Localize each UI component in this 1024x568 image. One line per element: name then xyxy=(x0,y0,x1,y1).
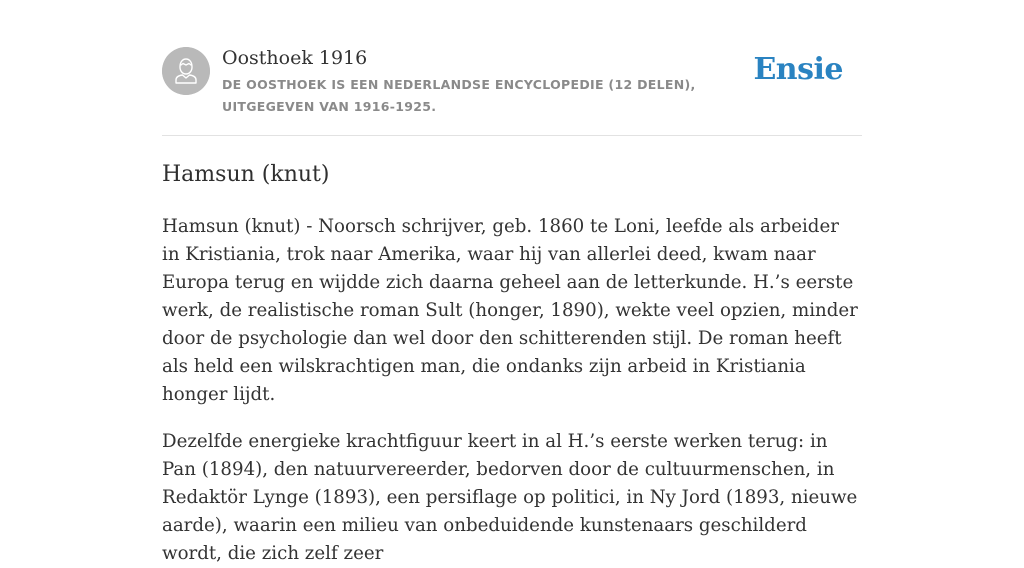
user-silhouette-icon xyxy=(162,47,210,95)
source-info xyxy=(222,46,762,118)
article-paragraph: Dezelfde energieke krachtfiguur keert in al H.’s eerste werken terug: in Pan (1894), den natuurvereerder, bedorven door de cultuurmenschen, in Redaktör Lynge (1893), een persiflage op politici, in Ny Jord (1893, nieuwe aarde), waarin een milieu van onbeduidende kunstenaars geschilderd wordt, die zich zelf zeer xyxy=(162,431,858,564)
user-avatar-icon[interactable] xyxy=(162,47,210,95)
article-paragraph: Hamsun (knut) - Noorsch schrijver, geb. 1860 te Loni, leefde als arbeider in Kristiania, trok naar Amerika, waar hij van allerlei deed, kwam naar Europa terug en wijdde zich daarna geheel aan de letterkunde. H.’s eerste werk, de realistische roman Sult (honger, 1890), wekte veel opzien, minder door de psychologie dan wel door den schitterenden stijl. De roman heeft als held een wilskrachtigen man, die ondanks zijn arbeid in Kristiania honger lijdt. xyxy=(162,216,858,405)
source-header xyxy=(162,0,862,136)
article-title: Hamsun (knut) xyxy=(162,162,330,187)
source-title[interactable]: Oosthoek 1916 xyxy=(222,47,368,69)
source-description: DE OOSTHOEK IS EEN NEDERLANDSE ENCYCLOPEDIE (12 DELEN), UITGEGEVEN VAN 1916-1925. xyxy=(222,77,696,114)
brand-logo[interactable]: Ensie xyxy=(753,52,843,87)
page-container xyxy=(162,0,862,568)
